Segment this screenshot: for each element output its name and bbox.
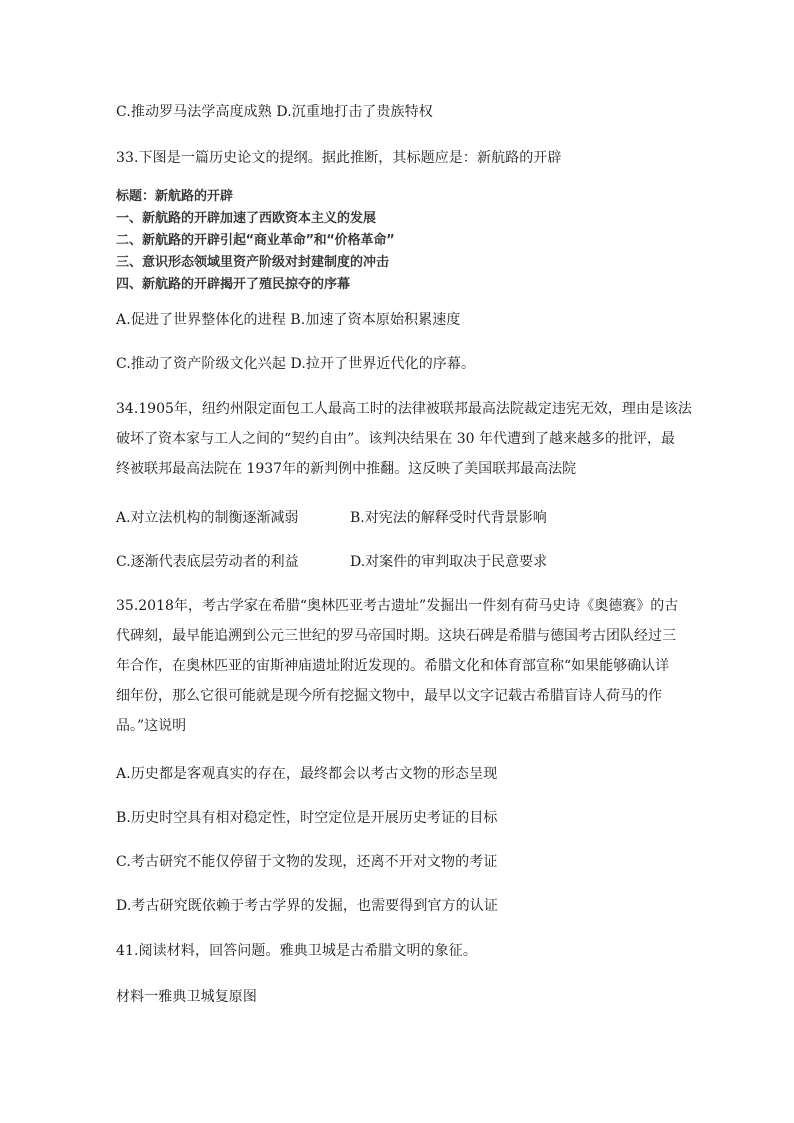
q35-stem-line-1: 35.2018年，考古学家在希腊“奥林匹亚考古遗址”发掘出一件刻有荷马史诗《奥德赛》的古 [116,598,679,614]
q34-options-cd [116,551,548,571]
outline-item-1: 一、新航路的开辟加速了西欧资本主义的发展 [116,211,377,226]
q35-option-c: C.考古研究不能仅停留于文物的发现，还离不开对文物的考证 [116,854,498,870]
q34-option-b: B.对宪法的解释受时代背景影响 [350,510,547,526]
q33-outline-image [116,186,394,296]
q41-material-label: 材料一雅典卫城复原图 [116,989,257,1005]
q34-options-ab [116,507,547,527]
q33-options-ab: A.促进了世界整体化的进程 B.加速了资本原始积累速度 [116,312,461,328]
outline-item-2: 二、新航路的开辟引起“商业革命”和“价格革命” [116,233,395,248]
q33-stem: 33.下图是一篇历史论文的提纲。据此推断，其标题应是：新航路的开辟 [116,150,562,166]
q35-stem [116,591,678,741]
q34-option-a: A.对立法机构的制衡逐渐减弱 [116,510,299,526]
q34-stem-line-2: 破坏了资本家与工人之间的“契约自由”。该判决结果在 30 年代遭到了越来越多的批评，最 [116,431,676,447]
q35-stem-line-5: 品。”这说明 [116,718,187,734]
q35-option-b: B.历史时空具有相对稳定性，时空定位是开展历史考证的目标 [116,810,498,826]
q41-stem: 41.阅读材料，回答问题。雅典卫城是古希腊文明的象征。 [116,943,477,959]
q33-options-cd: C.推动了资产阶级文化兴起 D.拉开了世界近代化的序幕。 [116,356,476,372]
q34-stem-line-1: 34.1905年，纽约州限定面包工人最高工时的法律被联邦最高法院裁定违宪无效，理由是该法 [116,401,692,417]
outline-item-3: 三、意识形态领域里资产阶级对封建制度的冲击 [116,255,390,270]
q34-option-d: D.对案件的审判取决于民意要求 [350,554,548,570]
q35-stem-line-2: 代碑刻，最早能追溯到公元三世纪的罗马帝国时期。这块石碑是希腊与德国考古团队经过三 [116,628,676,644]
q34-option-c: C.逐渐代表底层劳动者的利益 [116,554,299,570]
q35-option-a: A.历史都是客观真实的存在，最终都会以考古文物的形态呈现 [116,766,498,782]
q35-option-d: D.考古研究既依赖于考古学界的发掘，也需要得到官方的认证 [116,898,498,914]
outline-item-4: 四、新航路的开辟揭开了殖民掠夺的序幕 [116,277,351,292]
q32-options-cd: C.推动罗马法学高度成熟 D.沉重地打击了贵族特权 [116,104,433,120]
q35-stem-line-3: 年合作，在奥林匹亚的宙斯神庙遗址附近发现的。希腊文化和体育部宣称“如果能够确认详 [116,658,670,674]
q35-stem-line-4: 细年份，那么它很可能就是现今所有挖掘文物中，最早以文字记载古希腊盲诗人荷马的作 [116,688,662,704]
q34-stem [116,394,692,484]
outline-title: 标题：新航路的开辟 [116,189,234,204]
q34-stem-line-3: 终被联邦最高法院在 1937年的新判例中推翻。这反映了美国联邦最高法院 [116,461,577,477]
